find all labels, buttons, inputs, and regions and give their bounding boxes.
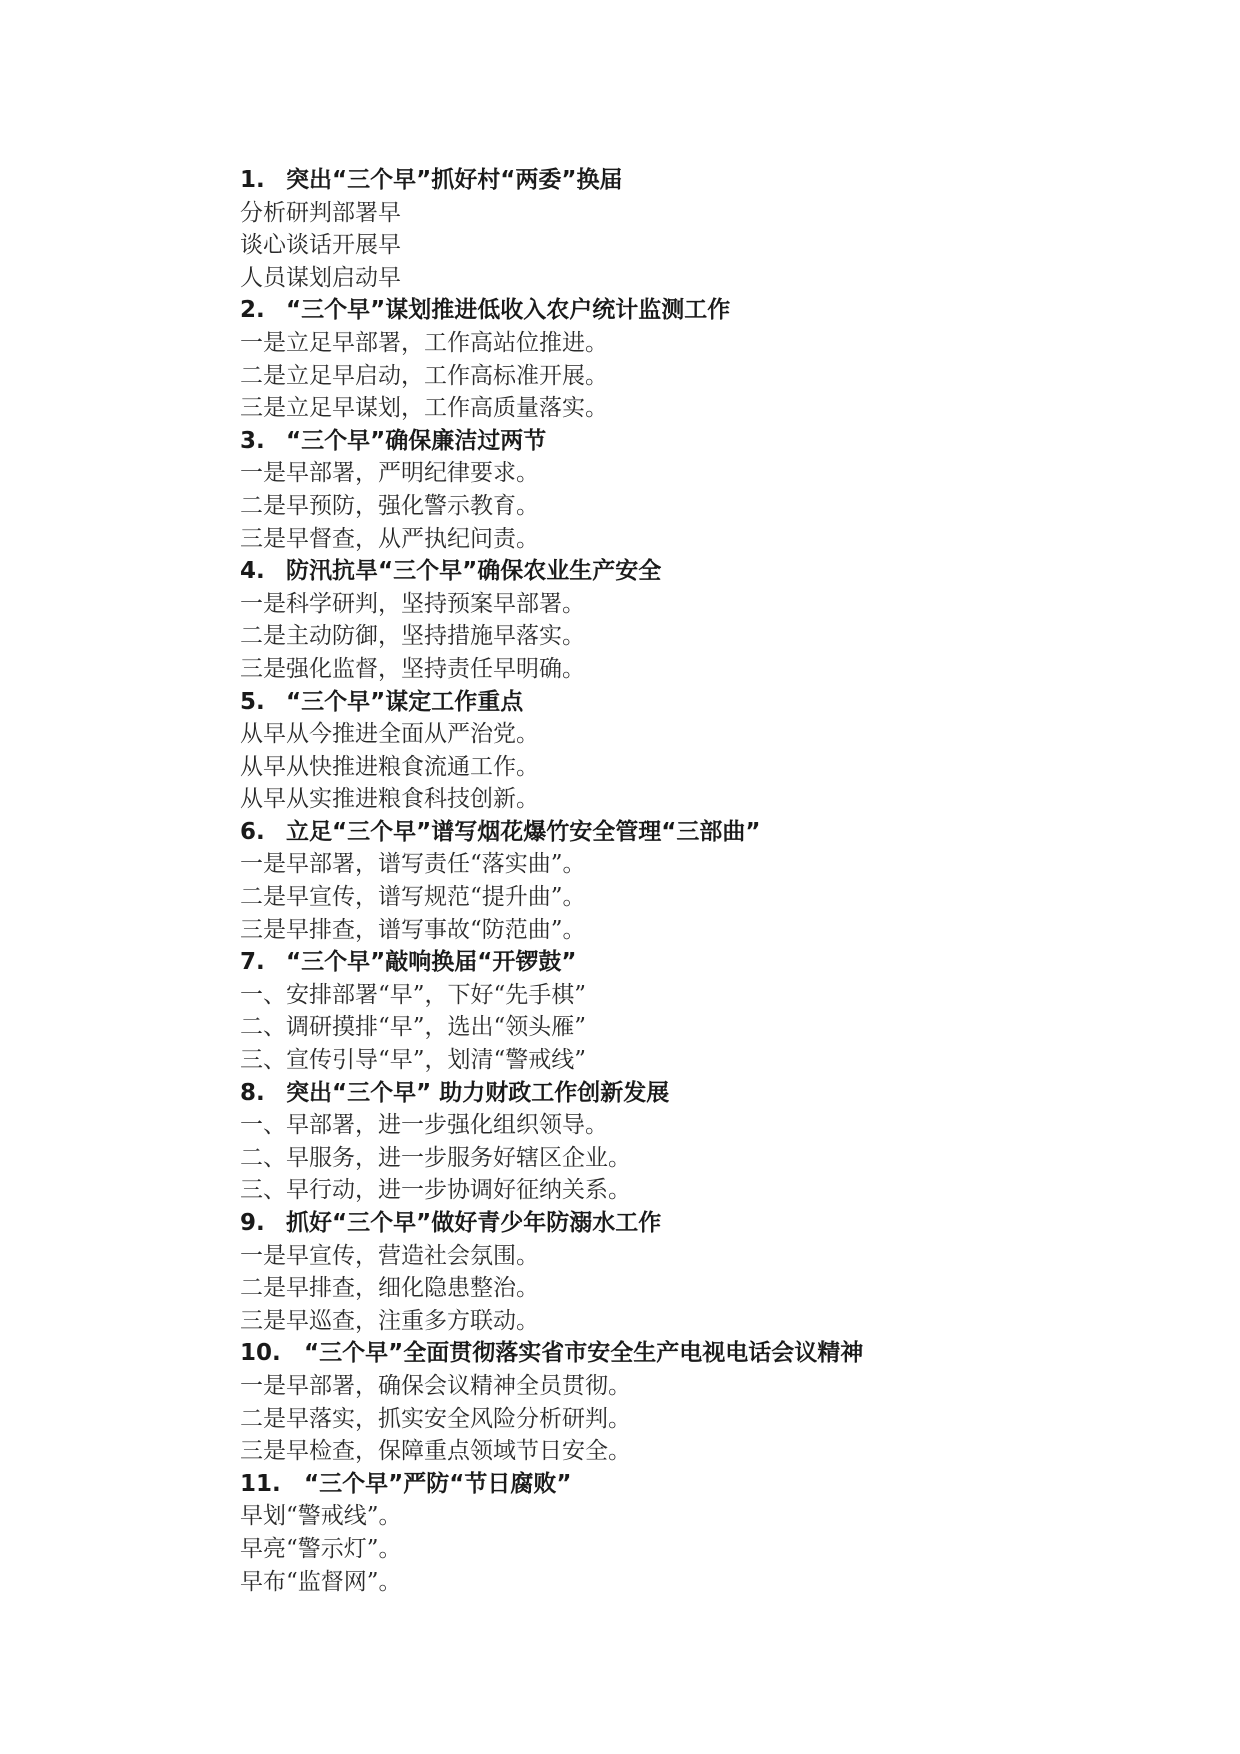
section-2 [240,294,1200,424]
section-line: 二是立足早启动，工作高标准开展。 [240,362,608,389]
section-heading [240,425,1200,458]
section-line: 二是主动防御，坚持措施早落实。 [240,623,585,650]
section-heading [240,555,1200,588]
section-line: 二、早服务，进一步服务好辖区企业。 [240,1144,631,1171]
section-line: 谈心谈话开展早 [240,232,401,259]
section-line: 一是立足早部署，工作高站位推进。 [240,329,608,356]
section-3 [240,425,1200,555]
section-title: “三个早”敲响换届“开锣鼓” [286,949,577,976]
section-title: “三个早”确保廉洁过两节 [286,427,547,454]
section-heading [240,1207,1200,1240]
section-line: 早布“监督网”。 [240,1568,402,1595]
section-line: 从早从实推进粮食科技创新。 [240,786,539,813]
section-line: 三、早行动，进一步协调好征纳关系。 [240,1177,631,1204]
section-heading [240,1468,1200,1501]
section-line: 早亮“警示灯”。 [240,1535,402,1562]
section-line: 二是早排查，细化隐患整治。 [240,1275,539,1302]
section-number: 2. [240,297,265,324]
section-line: 三是立足早谋划，工作高质量落实。 [240,395,608,422]
section-number: 10. [240,1340,281,1367]
section-11 [240,1468,1200,1598]
section-line: 从早从快推进粮食流通工作。 [240,753,539,780]
section-line: 一是早部署，谱写责任“落实曲”。 [240,851,586,878]
section-line: 二、调研摸排“早”，选出“领头雁” [240,1014,587,1041]
section-10 [240,1337,1200,1467]
section-7 [240,946,1200,1076]
section-heading [240,1337,1200,1370]
section-line: 二是早宣传，谱写规范“提升曲”。 [240,884,586,911]
section-line: 三是早检查，保障重点领域节日安全。 [240,1438,631,1465]
section-number: 5. [240,688,265,715]
section-title: 防汛抗旱“三个早”确保农业生产安全 [286,558,662,585]
section-6 [240,816,1200,946]
section-number: 9. [240,1210,265,1236]
section-title: “三个早”谋定工作重点 [286,688,524,715]
document-page [240,164,1200,1598]
section-line: 早划“警戒线”。 [240,1503,402,1530]
section-5 [240,686,1200,816]
section-line: 一是早宣传，营造社会氛围。 [240,1242,539,1269]
section-4 [240,555,1200,685]
section-title: 立足“三个早”谱写烟花爆竹安全管理“三部曲” [286,818,761,845]
section-heading [240,164,1200,197]
section-number: 11. [240,1470,281,1497]
section-line: 一、早部署，进一步强化组织领导。 [240,1112,608,1139]
section-line: 三是早巡查，注重多方联动。 [240,1307,539,1334]
section-heading [240,294,1200,327]
section-title: 抓好“三个早”做好青少年防溺水工作 [286,1210,662,1236]
section-line: 二是早落实，抓实安全风险分析研判。 [240,1405,631,1432]
section-heading [240,816,1200,849]
section-line: 一是科学研判，坚持预案早部署。 [240,590,585,617]
section-line: 一是早部署，确保会议精神全员贯彻。 [240,1372,631,1399]
section-8 [240,1077,1200,1207]
section-line: 一、安排部署“早”，下好“先手棋” [240,981,587,1008]
section-number: 4. [240,558,265,585]
section-heading [240,686,1200,719]
section-line: 分析研判部署早 [240,199,401,226]
section-line: 人员谋划启动早 [240,264,401,291]
section-number: 3. [240,427,265,454]
section-title: 突出“三个早” 助力财政工作创新发展 [286,1079,670,1106]
section-number: 1. [240,167,265,193]
section-9 [240,1207,1200,1337]
section-title: “三个早”谋划推进低收入农户统计监测工作 [286,297,731,324]
section-heading [240,946,1200,979]
section-line: 三是早督查，从严执纪问责。 [240,525,539,552]
section-heading [240,1077,1200,1110]
section-number: 6. [240,818,265,845]
section-line: 二是早预防，强化警示教育。 [240,492,539,519]
section-title: “三个早”全面贯彻落实省市安全生产电视电话会议精神 [304,1340,864,1367]
section-number: 8. [240,1079,265,1106]
section-line: 三是早排查，谱写事故“防范曲”。 [240,916,586,943]
section-number: 7. [240,949,265,976]
section-title: “三个早”严防“节日腐败” [304,1470,572,1497]
section-line: 三、宣传引导“早”，划清“警戒线” [240,1047,587,1074]
section-line: 一是早部署，严明纪律要求。 [240,460,539,487]
section-title: 突出“三个早”抓好村“两委”换届 [286,167,623,193]
section-line: 三是强化监督，坚持责任早明确。 [240,655,585,682]
section-1 [240,164,1200,294]
section-line: 从早从今推进全面从严治党。 [240,721,539,748]
